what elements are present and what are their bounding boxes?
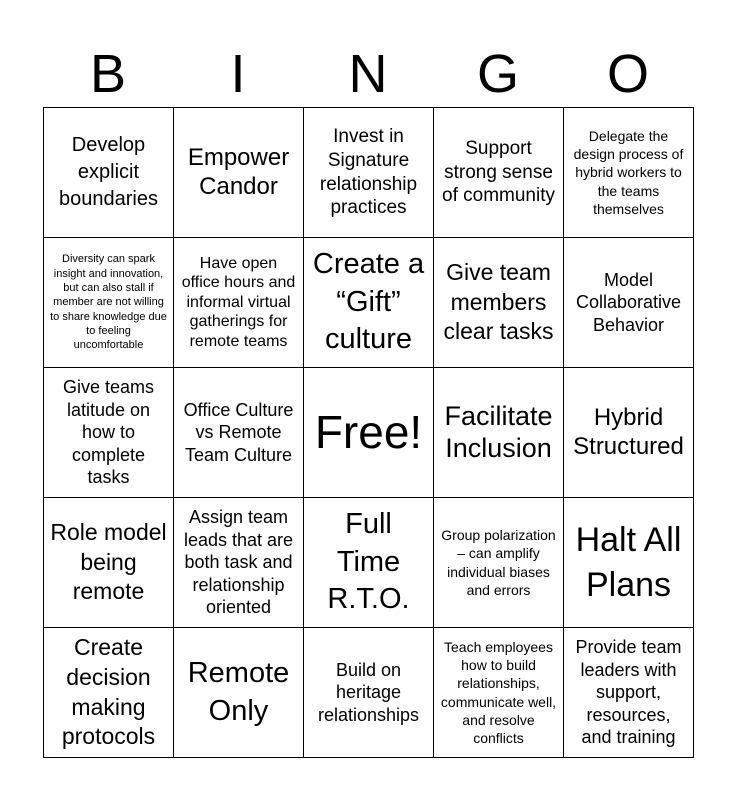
bingo-header bbox=[43, 40, 693, 108]
bingo-cell[interactable] bbox=[564, 628, 694, 758]
cell-text: Office Culture vs Remote Team Culture bbox=[183, 399, 294, 465]
cell-text: Halt All Plans bbox=[575, 521, 682, 604]
cell-text: Provide team leaders with support, resources, and training bbox=[575, 637, 682, 748]
bingo-cell[interactable] bbox=[434, 238, 564, 368]
cell-text: Diversity can spark insight and innovation, but can also stall if member are not willing to share knowledge due to feeling uncomfortable bbox=[50, 253, 167, 352]
bingo-cell[interactable] bbox=[174, 628, 304, 758]
header-letter-g: G bbox=[476, 44, 519, 104]
free-space[interactable] bbox=[304, 368, 434, 498]
cell-text: Delegate the design process of hybrid workers to the teams themselves bbox=[573, 128, 684, 217]
cell-text: Group polarization – can amplify individual biases and errors bbox=[441, 527, 556, 598]
bingo-cell[interactable] bbox=[434, 368, 564, 498]
bingo-cell[interactable] bbox=[564, 108, 694, 238]
bingo-cell[interactable] bbox=[434, 108, 564, 238]
bingo-cell[interactable] bbox=[44, 498, 174, 628]
header-letter-b: B bbox=[89, 44, 127, 104]
bingo-cell[interactable] bbox=[564, 238, 694, 368]
bingo-cell[interactable] bbox=[174, 108, 304, 238]
bingo-cell[interactable] bbox=[44, 368, 174, 498]
bingo-cell[interactable] bbox=[304, 498, 434, 628]
header-letter-o: O bbox=[606, 44, 649, 104]
bingo-cell[interactable] bbox=[44, 238, 174, 368]
cell-text: Teach employees how to build relationships, communicate well, and resolve conflicts bbox=[440, 638, 557, 746]
cell-text: Give team members clear tasks bbox=[443, 258, 554, 345]
bingo-cell[interactable] bbox=[44, 108, 174, 238]
cell-text: Give teams latitude on how to complete tasks bbox=[62, 377, 155, 488]
cell-text: Build on heritage relationships bbox=[317, 659, 420, 725]
bingo-cell[interactable] bbox=[304, 108, 434, 238]
cell-text: Have open office hours and informal virtual gatherings for remote teams bbox=[181, 254, 296, 350]
cell-text: Assign team leads that are both task and relationship oriented bbox=[183, 507, 294, 618]
cell-text: Empower Candor bbox=[187, 143, 290, 200]
bingo-cell[interactable] bbox=[564, 498, 694, 628]
bingo-cell[interactable] bbox=[434, 628, 564, 758]
cell-text: Full Time R.T.O. bbox=[327, 507, 410, 616]
cell-text: Model Collaborative Behavior bbox=[575, 269, 682, 335]
bingo-cell[interactable] bbox=[174, 498, 304, 628]
bingo-cell[interactable] bbox=[304, 238, 434, 368]
cell-text: Invest in Signature relationship practices bbox=[319, 126, 418, 219]
bingo-cell[interactable] bbox=[174, 238, 304, 368]
cell-text: Create a “Gift” culture bbox=[312, 247, 425, 356]
cell-text: Create decision making protocols bbox=[61, 633, 156, 750]
cell-text: Develop explicit boundaries bbox=[59, 134, 158, 210]
bingo-cell[interactable] bbox=[564, 368, 694, 498]
header-letter-i: I bbox=[230, 44, 246, 104]
free-space-text: Free! bbox=[314, 406, 423, 459]
bingo-cell[interactable] bbox=[434, 498, 564, 628]
bingo-board bbox=[43, 107, 694, 758]
bingo-cell[interactable] bbox=[44, 628, 174, 758]
bingo-cell[interactable] bbox=[304, 628, 434, 758]
cell-text: Facilitate Inclusion bbox=[444, 401, 553, 463]
cell-text: Role model being remote bbox=[50, 518, 167, 605]
cell-text: Remote Only bbox=[187, 656, 290, 727]
bingo-cell[interactable] bbox=[174, 368, 304, 498]
cell-text: Support strong sense of community bbox=[442, 137, 555, 207]
cell-text: Hybrid Structured bbox=[573, 403, 684, 460]
header-letter-n: N bbox=[348, 44, 388, 104]
